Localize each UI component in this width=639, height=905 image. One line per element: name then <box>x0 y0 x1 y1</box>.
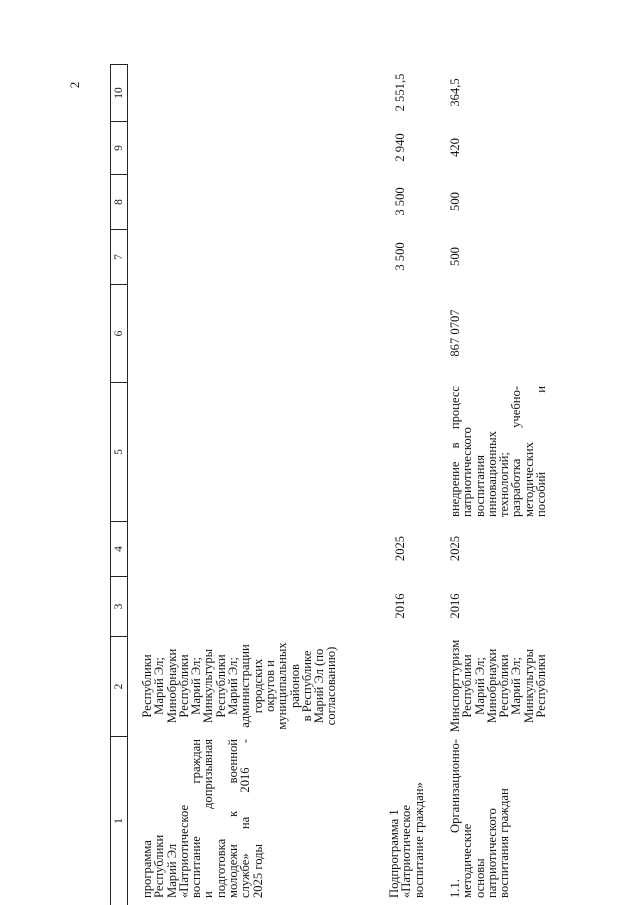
cell-line: округов и <box>262 660 277 712</box>
cell-line: Минобрнауки <box>484 648 499 724</box>
cell-line: инновационных <box>484 431 499 517</box>
cell-line: администрации <box>238 644 253 728</box>
subprogram-start-year: 2016 <box>393 593 407 619</box>
activity-amount-col8: 500 <box>448 192 462 211</box>
cell-line: Марий Эл; <box>509 657 524 715</box>
column-number: 3 <box>111 576 127 636</box>
cell-line: Республики <box>140 654 154 718</box>
cell-line: Марий Эл; <box>472 657 487 715</box>
column-number: 10 <box>111 64 127 121</box>
subprogram-title-cell <box>388 736 425 905</box>
cell-line: подготовка <box>213 838 228 898</box>
activity-budget-code: 867 0707 <box>448 309 462 357</box>
cell-line: основы <box>472 858 487 898</box>
table-row <box>387 64 426 905</box>
subprogram-amount-col8: 3 500 <box>393 187 407 216</box>
column-number: 6 <box>111 284 127 382</box>
cell-line: Республики <box>460 654 475 718</box>
cell-line: Марий Эл <box>164 843 179 898</box>
cell-line: районов <box>287 664 302 708</box>
cell-line: Минобрнауки <box>164 648 179 724</box>
page-number: 2 <box>67 81 82 89</box>
cell-line: Марий Эл; <box>189 657 204 715</box>
cell-line: согласованию) <box>324 646 339 726</box>
column-number: 8 <box>111 174 127 229</box>
activity-amount-col7: 500 <box>448 247 462 266</box>
cell-line: технологий; <box>497 452 512 517</box>
cell-line: патриотического <box>484 808 499 898</box>
column-number: 5 <box>111 382 127 521</box>
cell-line: в Республике <box>299 650 314 722</box>
activity-executors-cell <box>449 636 547 736</box>
program-title-cell <box>141 736 264 905</box>
cell-line: 1.1. Организационно- <box>448 739 462 898</box>
program-table <box>0 63 639 905</box>
cell-line: Марий Эл; <box>152 657 167 715</box>
table-header-row <box>110 64 128 905</box>
column-number: 1 <box>111 736 127 905</box>
cell-line: Республики <box>213 654 228 718</box>
cell-line: воспитание граждан <box>189 739 204 898</box>
activity-title-cell <box>449 736 510 905</box>
subprogram-amount-col10: 2 551,5 <box>393 73 407 112</box>
column-number: 4 <box>111 521 127 576</box>
activity-result-cell <box>449 382 547 521</box>
activity-amount-col10: 364,5 <box>448 78 462 107</box>
table-row <box>448 64 549 905</box>
activity-amount-col9: 420 <box>448 138 462 157</box>
cell-line: Республики <box>152 834 167 898</box>
cell-line: воспитания <box>472 454 487 517</box>
cell-line: Марий Эл; <box>226 657 241 715</box>
subprogram-amount-col7: 3 500 <box>393 242 407 271</box>
cell-line: Минкультуры <box>201 648 216 724</box>
cell-line: Минспорттуризм <box>448 639 462 733</box>
cell-line: воспитания граждан <box>497 788 512 898</box>
cell-line: муниципальных <box>275 642 290 730</box>
cell-line: внедрение в процесс <box>448 386 462 517</box>
subprogram-end-year: 2025 <box>393 535 407 562</box>
cell-line: воспитание граждан» <box>411 782 426 898</box>
cell-line: Республики <box>176 654 191 718</box>
cell-line: методические <box>460 823 475 898</box>
program-executors-cell <box>141 636 338 736</box>
column-number: 7 <box>111 229 127 284</box>
cell-line: Республики <box>497 654 512 718</box>
cell-line: 2025 годы <box>250 844 265 898</box>
cell-line: методических <box>521 442 536 517</box>
cell-line: городских <box>250 658 265 714</box>
cell-line: молодежи к военной <box>226 739 241 898</box>
column-number: 2 <box>111 636 127 736</box>
cell-line: «Патриотическое <box>399 804 414 898</box>
cell-line: разработка учебно- <box>509 386 524 517</box>
cell-line: Подпрограмма 1 <box>387 809 401 898</box>
cell-line: Республики <box>534 654 549 718</box>
cell-line: Минкультуры <box>521 648 536 724</box>
cell-line: службе» на 2016 - <box>238 739 253 898</box>
activity-start-year: 2016 <box>448 593 462 619</box>
cell-line: программа <box>140 840 154 898</box>
cell-line: и допризывная <box>201 739 216 898</box>
cell-line: пособий и <box>534 386 549 517</box>
cell-line: «Патриотическое <box>176 804 191 898</box>
cell-line: Марий Эл (по <box>312 648 327 724</box>
subprogram-amount-col9: 2 940 <box>393 133 407 162</box>
table-row <box>140 64 339 905</box>
column-number: 9 <box>111 121 127 174</box>
cell-line: патриотического <box>460 427 475 517</box>
activity-end-year: 2025 <box>448 535 462 562</box>
